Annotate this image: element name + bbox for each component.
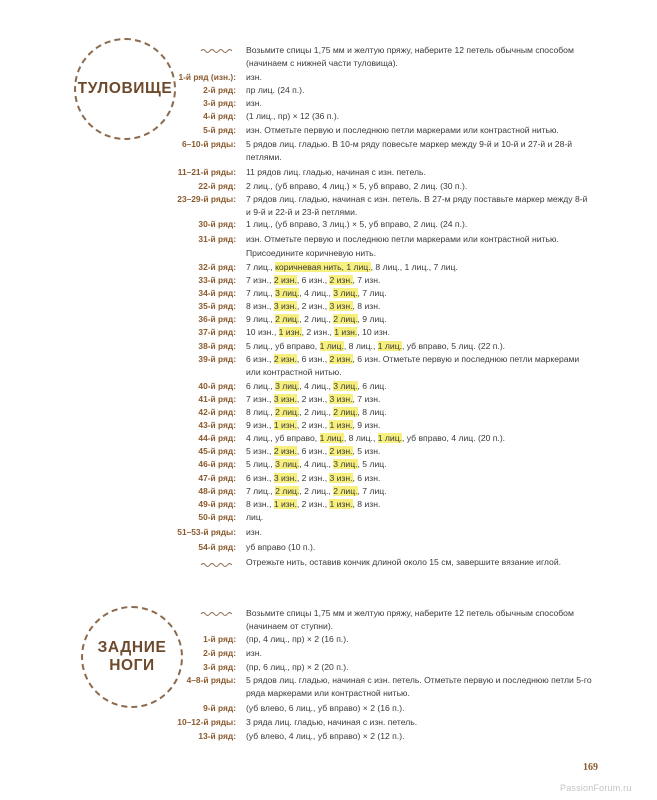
row-text bbox=[246, 498, 594, 511]
row-label: 51–53-й ряды: bbox=[177, 527, 236, 537]
section-title: ЗАДНИЕ НОГИ bbox=[97, 639, 167, 674]
page-number: 169 bbox=[583, 762, 598, 773]
row-label: 1-й ряд: bbox=[203, 634, 236, 644]
text-fragment: , 8 изн. bbox=[352, 499, 381, 509]
row-label: 1-й ряд (изн.): bbox=[178, 72, 236, 82]
highlighted-stitch: 3 изн. bbox=[273, 473, 297, 483]
wave-divider-icon bbox=[200, 47, 234, 55]
text-fragment: , 8 лиц., 1 лиц., 7 лиц. bbox=[370, 262, 458, 272]
text-fragment: изн. bbox=[246, 527, 262, 537]
row-text bbox=[246, 138, 594, 163]
row-label: 35-й ряд: bbox=[198, 301, 236, 311]
text-fragment: , 2 изн., bbox=[296, 301, 330, 311]
section-badge-body bbox=[74, 38, 176, 140]
row-text bbox=[246, 661, 594, 674]
row-label: 39-й ряд: bbox=[198, 354, 236, 364]
row-label: 23–29-й ряды: bbox=[177, 194, 236, 204]
text-fragment: , 7 изн. bbox=[352, 394, 381, 404]
row-label: 50-й ряд: bbox=[198, 512, 236, 522]
text-fragment: , 6 изн. Отметьте первую и последнюю петли маркерами или контрастной нитью. bbox=[246, 354, 580, 377]
text-fragment: изн. bbox=[246, 72, 262, 82]
row-label: 32-й ряд: bbox=[198, 262, 236, 272]
text-fragment: , 6 изн., bbox=[296, 446, 330, 456]
highlighted-stitch: 2 лиц. bbox=[333, 486, 358, 496]
highlighted-stitch: коричневая нить, 1 лиц. bbox=[275, 262, 371, 272]
row-text bbox=[246, 300, 594, 313]
row-text bbox=[246, 193, 594, 218]
text-fragment: 6 изн., bbox=[246, 473, 274, 483]
row-label: 36-й ряд: bbox=[198, 314, 236, 324]
row-label: 43-й ряд: bbox=[198, 420, 236, 430]
text-fragment: (пр, 4 лиц., пр) × 2 (16 п.). bbox=[246, 634, 349, 644]
row-label: 45-й ряд: bbox=[198, 446, 236, 456]
row-text bbox=[246, 233, 594, 246]
highlighted-stitch: 1 изн. bbox=[329, 499, 353, 509]
text-fragment: 7 лиц., bbox=[246, 288, 276, 298]
row-text bbox=[246, 97, 594, 110]
highlighted-stitch: 3 изн. bbox=[329, 301, 353, 311]
text-fragment: 10 изн., bbox=[246, 327, 279, 337]
row-text bbox=[246, 380, 594, 393]
text-fragment: 6 изн., bbox=[246, 354, 274, 364]
row-label: 22-й ряд: bbox=[198, 181, 236, 191]
row-text bbox=[246, 71, 594, 84]
text-fragment: , 6 изн. bbox=[352, 473, 381, 483]
text-fragment: (пр, 6 лиц., пр) × 2 (20 п.). bbox=[246, 662, 349, 672]
text-fragment: 5 лиц., bbox=[246, 459, 276, 469]
row-label: 2-й ряд: bbox=[203, 648, 236, 658]
row-text bbox=[246, 541, 594, 554]
text-fragment: лиц. bbox=[246, 512, 264, 522]
text-fragment: , 8 лиц., bbox=[343, 341, 378, 351]
text-fragment: Присоедините коричневую нить. bbox=[246, 248, 376, 258]
row-text bbox=[246, 445, 594, 458]
wave-divider-icon bbox=[200, 561, 234, 569]
row-label: 37-й ряд: bbox=[198, 327, 236, 337]
row-label: 2-й ряд: bbox=[203, 85, 236, 95]
text-fragment: , 4 лиц., bbox=[299, 381, 334, 391]
highlighted-stitch: 2 изн. bbox=[329, 275, 353, 285]
row-label: 30-й ряд: bbox=[198, 219, 236, 229]
row-text bbox=[246, 326, 594, 339]
row-label: 3-й ряд: bbox=[203, 662, 236, 672]
highlighted-stitch: 3 изн. bbox=[273, 301, 297, 311]
row-text bbox=[246, 124, 594, 137]
row-label: 47-й ряд: bbox=[198, 473, 236, 483]
row-label: 46-й ряд: bbox=[198, 459, 236, 469]
text-fragment: 6 лиц., bbox=[246, 381, 276, 391]
row-text bbox=[246, 702, 594, 715]
text-fragment: 5 изн., bbox=[246, 446, 274, 456]
highlighted-stitch: 1 лиц. bbox=[377, 433, 403, 443]
text-fragment: , 9 лиц. bbox=[357, 314, 387, 324]
row-text bbox=[246, 674, 594, 699]
text-fragment: , 2 изн., bbox=[301, 327, 335, 337]
row-label: 33-й ряд: bbox=[198, 275, 236, 285]
row-text bbox=[246, 716, 594, 729]
row-text bbox=[246, 287, 594, 300]
text-fragment: , 8 лиц. bbox=[357, 407, 387, 417]
text-fragment: изн. bbox=[246, 648, 262, 658]
row-text bbox=[246, 218, 594, 231]
highlighted-stitch: 2 изн. bbox=[273, 446, 297, 456]
row-label: 9-й ряд: bbox=[203, 703, 236, 713]
text-fragment: 11 рядов лиц. гладью, начиная с изн. петель. bbox=[246, 167, 426, 177]
text-fragment: 7 изн., bbox=[246, 394, 274, 404]
row-text bbox=[246, 340, 594, 353]
highlighted-stitch: 1 лиц. bbox=[319, 433, 344, 443]
text-fragment: , 10 изн. bbox=[357, 327, 390, 337]
text-fragment: 1 лиц., (уб вправо, 3 лиц.) × 5, уб вправо, 2 лиц. (24 п.). bbox=[246, 219, 468, 229]
text-fragment: , 5 изн. bbox=[352, 446, 381, 456]
row-label: 13-й ряд: bbox=[198, 731, 236, 741]
text-fragment: , 7 лиц. bbox=[357, 486, 387, 496]
highlighted-stitch: 2 лиц. bbox=[275, 314, 300, 324]
text-fragment: (уб влево, 6 лиц., уб вправо) × 2 (16 п.). bbox=[246, 703, 405, 713]
row-text bbox=[246, 419, 594, 432]
text-fragment: , 9 изн. bbox=[352, 420, 381, 430]
row-text bbox=[246, 511, 594, 524]
text-fragment: (уб влево, 4 лиц., уб вправо) × 2 (12 п.). bbox=[246, 731, 405, 741]
highlighted-stitch: 1 лиц. bbox=[319, 341, 344, 351]
row-label: 34-й ряд: bbox=[198, 288, 236, 298]
text-fragment: , 2 изн., bbox=[296, 420, 330, 430]
highlighted-stitch: 3 лиц. bbox=[333, 459, 358, 469]
text-fragment: , 2 изн., bbox=[296, 473, 330, 483]
highlighted-stitch: 1 изн. bbox=[329, 420, 353, 430]
row-label: 40-й ряд: bbox=[198, 381, 236, 391]
highlighted-stitch: 3 лиц. bbox=[333, 381, 358, 391]
text-fragment: 9 лиц., bbox=[246, 314, 276, 324]
row-label: 4-й ряд: bbox=[203, 111, 236, 121]
highlighted-stitch: 2 лиц. bbox=[275, 486, 300, 496]
row-text bbox=[246, 647, 594, 660]
row-text bbox=[246, 633, 594, 646]
highlighted-stitch: 3 лиц. bbox=[275, 459, 300, 469]
row-text bbox=[246, 180, 594, 193]
row-text bbox=[246, 110, 594, 123]
text-fragment: 8 изн., bbox=[246, 499, 274, 509]
row-label: 11–21-й ряды: bbox=[177, 167, 236, 177]
highlighted-stitch: 2 лиц. bbox=[275, 407, 300, 417]
section-badge-hind-legs bbox=[81, 606, 183, 708]
highlighted-stitch: 3 лиц. bbox=[333, 288, 358, 298]
row-label: 42-й ряд: bbox=[198, 407, 236, 417]
text-fragment: , 4 лиц., bbox=[299, 459, 334, 469]
row-text bbox=[246, 485, 594, 498]
text-fragment: 8 изн., bbox=[246, 301, 274, 311]
highlighted-stitch: 2 изн. bbox=[273, 275, 297, 285]
section-title: ТУЛОВИЩЕ bbox=[77, 80, 173, 98]
text-fragment: 5 лиц., уб вправо, bbox=[246, 341, 320, 351]
row-label: 6–10-й ряды: bbox=[181, 139, 236, 149]
row-label: 54-й ряд: bbox=[198, 542, 236, 552]
text-fragment: 3 ряда лиц. гладью, начиная с изн. петель. bbox=[246, 717, 418, 727]
text-fragment: изн. Отметьте первую и последнюю петли маркерами или контрастной нитью. bbox=[246, 125, 559, 135]
text-fragment: 5 рядов лиц. гладью, начиная с изн. петель. Отметьте первую и последнюю петли 5-го ряда маркерами или контрастной нитью. bbox=[246, 675, 592, 698]
highlighted-stitch: 3 изн. bbox=[329, 473, 353, 483]
row-label: 49-й ряд: bbox=[198, 499, 236, 509]
row-label: 41-й ряд: bbox=[198, 394, 236, 404]
text-fragment: 4 лиц., уб вправо, bbox=[246, 433, 320, 443]
text-fragment: изн. Отметьте первую и последнюю петли маркерами или контрастной нитью. bbox=[246, 234, 559, 244]
row-text bbox=[246, 274, 594, 287]
text-fragment: 8 лиц., bbox=[246, 407, 276, 417]
text-fragment: , 6 изн., bbox=[296, 275, 330, 285]
text-fragment: 7 лиц., bbox=[246, 262, 276, 272]
highlighted-stitch: 1 лиц. bbox=[377, 341, 403, 351]
row-text bbox=[246, 261, 594, 274]
row-text bbox=[246, 84, 594, 97]
highlighted-stitch: 3 изн. bbox=[329, 394, 353, 404]
text-fragment: , 4 лиц., bbox=[299, 288, 334, 298]
row-text bbox=[246, 353, 594, 378]
text-fragment: , 6 лиц. bbox=[357, 381, 387, 391]
highlighted-stitch: 1 изн. bbox=[273, 420, 297, 430]
text-fragment: 7 изн., bbox=[246, 275, 274, 285]
text-fragment: , уб вправо, 5 лиц. (22 п.). bbox=[402, 341, 506, 351]
text-fragment: , 5 лиц. bbox=[357, 459, 387, 469]
highlighted-stitch: 2 лиц. bbox=[333, 407, 358, 417]
text-fragment: , уб вправо, 4 лиц. (20 п.). bbox=[402, 433, 506, 443]
watermark: PassionForum.ru bbox=[560, 783, 632, 793]
row-label: 4–8-й ряды: bbox=[186, 675, 236, 685]
highlighted-stitch: 3 лиц. bbox=[275, 381, 300, 391]
row-text bbox=[246, 247, 594, 260]
row-label: 31-й ряд: bbox=[198, 234, 236, 244]
text-fragment: изн. bbox=[246, 98, 262, 108]
row-label: 10–12-й ряды: bbox=[177, 717, 236, 727]
text-fragment: пр лиц. (24 п.). bbox=[246, 85, 305, 95]
text-fragment: , 2 изн., bbox=[296, 394, 330, 404]
text-fragment: , 2 лиц., bbox=[299, 486, 334, 496]
row-text bbox=[246, 313, 594, 326]
highlighted-stitch: 2 изн. bbox=[329, 446, 353, 456]
row-label: 38-й ряд: bbox=[198, 341, 236, 351]
row-text bbox=[246, 406, 594, 419]
row-label: 5-й ряд: bbox=[203, 125, 236, 135]
text-fragment: 7 лиц., bbox=[246, 486, 276, 496]
text-fragment: , 8 лиц., bbox=[343, 433, 378, 443]
row-text bbox=[246, 458, 594, 471]
highlighted-stitch: 1 изн. bbox=[273, 499, 297, 509]
text-fragment: , 7 изн. bbox=[352, 275, 381, 285]
text-fragment: (1 лиц., пр) × 12 (36 п.). bbox=[246, 111, 340, 121]
row-text bbox=[246, 393, 594, 406]
text-fragment: , 6 изн., bbox=[296, 354, 330, 364]
text-fragment: , 2 лиц., bbox=[299, 314, 334, 324]
row-label: 3-й ряд: bbox=[203, 98, 236, 108]
row-text bbox=[246, 526, 594, 539]
row-text bbox=[246, 472, 594, 485]
text-fragment: уб вправо (10 п.). bbox=[246, 542, 316, 552]
row-label: 44-й ряд: bbox=[198, 433, 236, 443]
text-fragment: 5 рядов лиц. гладью. В 10-м ряду повесьте маркер между 9-й и 10-й и 27-й и 28-й петлями. bbox=[246, 139, 573, 162]
row-label: 48-й ряд: bbox=[198, 486, 236, 496]
text-fragment: , 2 изн., bbox=[296, 499, 330, 509]
text-fragment: , 2 лиц., bbox=[299, 407, 334, 417]
highlighted-stitch: 1 изн. bbox=[334, 327, 358, 337]
text-fragment: , 8 изн. bbox=[352, 301, 381, 311]
highlighted-stitch: 1 изн. bbox=[278, 327, 302, 337]
highlighted-stitch: 3 лиц. bbox=[275, 288, 300, 298]
text-fragment: 9 изн., bbox=[246, 420, 274, 430]
highlighted-stitch: 2 изн. bbox=[329, 354, 353, 364]
text-fragment: 7 рядов лиц. гладью, начиная с изн. петель. В 27-м ряду поставьте маркер между 8-й и 9-й и 22-й и 23-й петлями. bbox=[246, 194, 588, 217]
row-text bbox=[246, 730, 594, 743]
highlighted-stitch: 3 изн. bbox=[273, 394, 297, 404]
highlighted-stitch: 2 изн. bbox=[273, 354, 297, 364]
wave-divider-icon bbox=[200, 610, 234, 618]
text-fragment: , 7 лиц. bbox=[357, 288, 387, 298]
row-text bbox=[246, 432, 594, 445]
highlighted-stitch: 2 лиц. bbox=[333, 314, 358, 324]
text-fragment: 2 лиц., (уб вправо, 4 лиц.) × 5, уб вправо, 2 лиц. (30 п.). bbox=[246, 181, 468, 191]
row-text bbox=[246, 166, 594, 179]
